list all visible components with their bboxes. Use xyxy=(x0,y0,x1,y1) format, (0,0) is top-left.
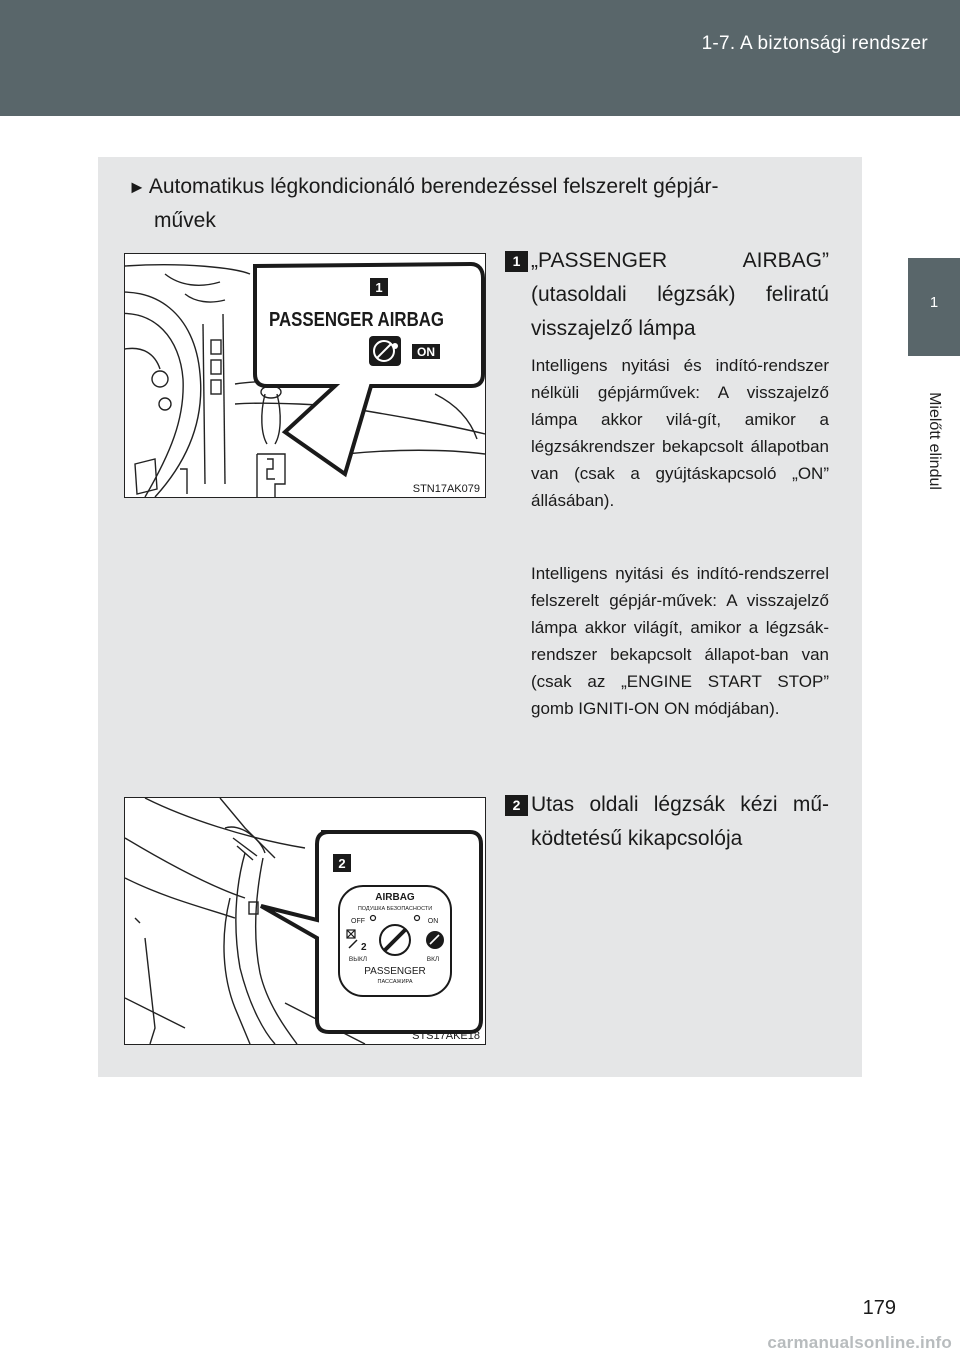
figure-2-code: STS17AKE18 xyxy=(412,1030,480,1042)
item-2-badge: 2 xyxy=(505,795,528,816)
triangle-bullet-icon: ► xyxy=(128,177,146,197)
switch-on-label: ON xyxy=(427,918,439,925)
figure-passenger-airbag-lamp xyxy=(124,253,486,498)
callout-bubble xyxy=(255,264,483,474)
item-2-title-text: Utas oldali légzsák kézi mű-ködtetésű kikapcsolója xyxy=(531,793,829,850)
watermark: carmanualsonline.info xyxy=(767,1333,952,1352)
page-header xyxy=(0,0,960,116)
page-number: 179 xyxy=(862,1297,896,1319)
figure-airbag-manual-switch xyxy=(124,797,486,1045)
chapter-number: 1 xyxy=(929,294,939,311)
chapter-label-text: Mielőtt elindul xyxy=(926,392,943,490)
figure-1-code: STN17AK079 xyxy=(412,483,480,495)
glovebox-illustration xyxy=(125,798,485,1044)
section-title: 1-7. A biztonsági rendszer xyxy=(701,33,928,54)
switch-title-ru: ПОДУШКА БЕЗОПАСНОСТИ xyxy=(357,906,433,912)
svg-text:2: 2 xyxy=(361,942,367,953)
switch-off-label: OFF xyxy=(351,918,365,925)
dashboard-illustration xyxy=(125,254,485,497)
subheading-line2: művek xyxy=(154,209,216,232)
airbag-lamp-label: PASSENGER AIRBAG xyxy=(269,309,444,331)
item-1-badge: 1 xyxy=(505,251,528,272)
item-2-title xyxy=(505,788,829,856)
item-1-title xyxy=(505,244,829,346)
section-subheading xyxy=(128,170,828,238)
subheading-line1: Automatikus légkondicionáló berendezéssel felszerelt gépjár- xyxy=(148,175,719,198)
chapter-label xyxy=(908,356,960,526)
item-1-paragraph-1: Intelligens nyitási és indító-rendszer nélküli gépjárművek: A visszajelző lámpa akkor vilá-gít, amikor a légzsákrendszer bekapcsolt állapotban van (csak a gyújtáskapcsoló „ON” állásában). xyxy=(531,356,829,510)
airbag-warning-icon xyxy=(369,336,401,366)
switch-off-ru: ВЫКЛ xyxy=(348,956,368,963)
airbag-switch-plate xyxy=(339,886,451,996)
item-1-title-text: „PASSENGER AIRBAG” (utasoldali légzsák) feliratú visszajelző lámpa xyxy=(531,249,829,340)
chapter-tab xyxy=(908,258,960,356)
callout-badge-2-number: 2 xyxy=(338,856,346,871)
airbag-on-icon xyxy=(426,931,444,949)
item-1-paragraph-2: Intelligens nyitási és indító-rendszerrel felszerelt gépjár-művek: A visszajelző lámpa akkor világít, amikor a légzsák-rendszer bekapcsolt állapot-ban van (csak az „ENGINE START STOP” gomb IGNITI-ON ON módjában). xyxy=(531,564,829,718)
switch-on-ru: ВКЛ xyxy=(426,956,440,963)
switch-passenger-ru: ПАССАЖИРА xyxy=(377,979,413,985)
callout-badge-number: 1 xyxy=(375,280,383,295)
switch-passenger-label: PASSENGER xyxy=(364,966,426,977)
switch-title: AIRBAG xyxy=(375,892,415,903)
on-indicator-text: ON xyxy=(417,345,435,359)
